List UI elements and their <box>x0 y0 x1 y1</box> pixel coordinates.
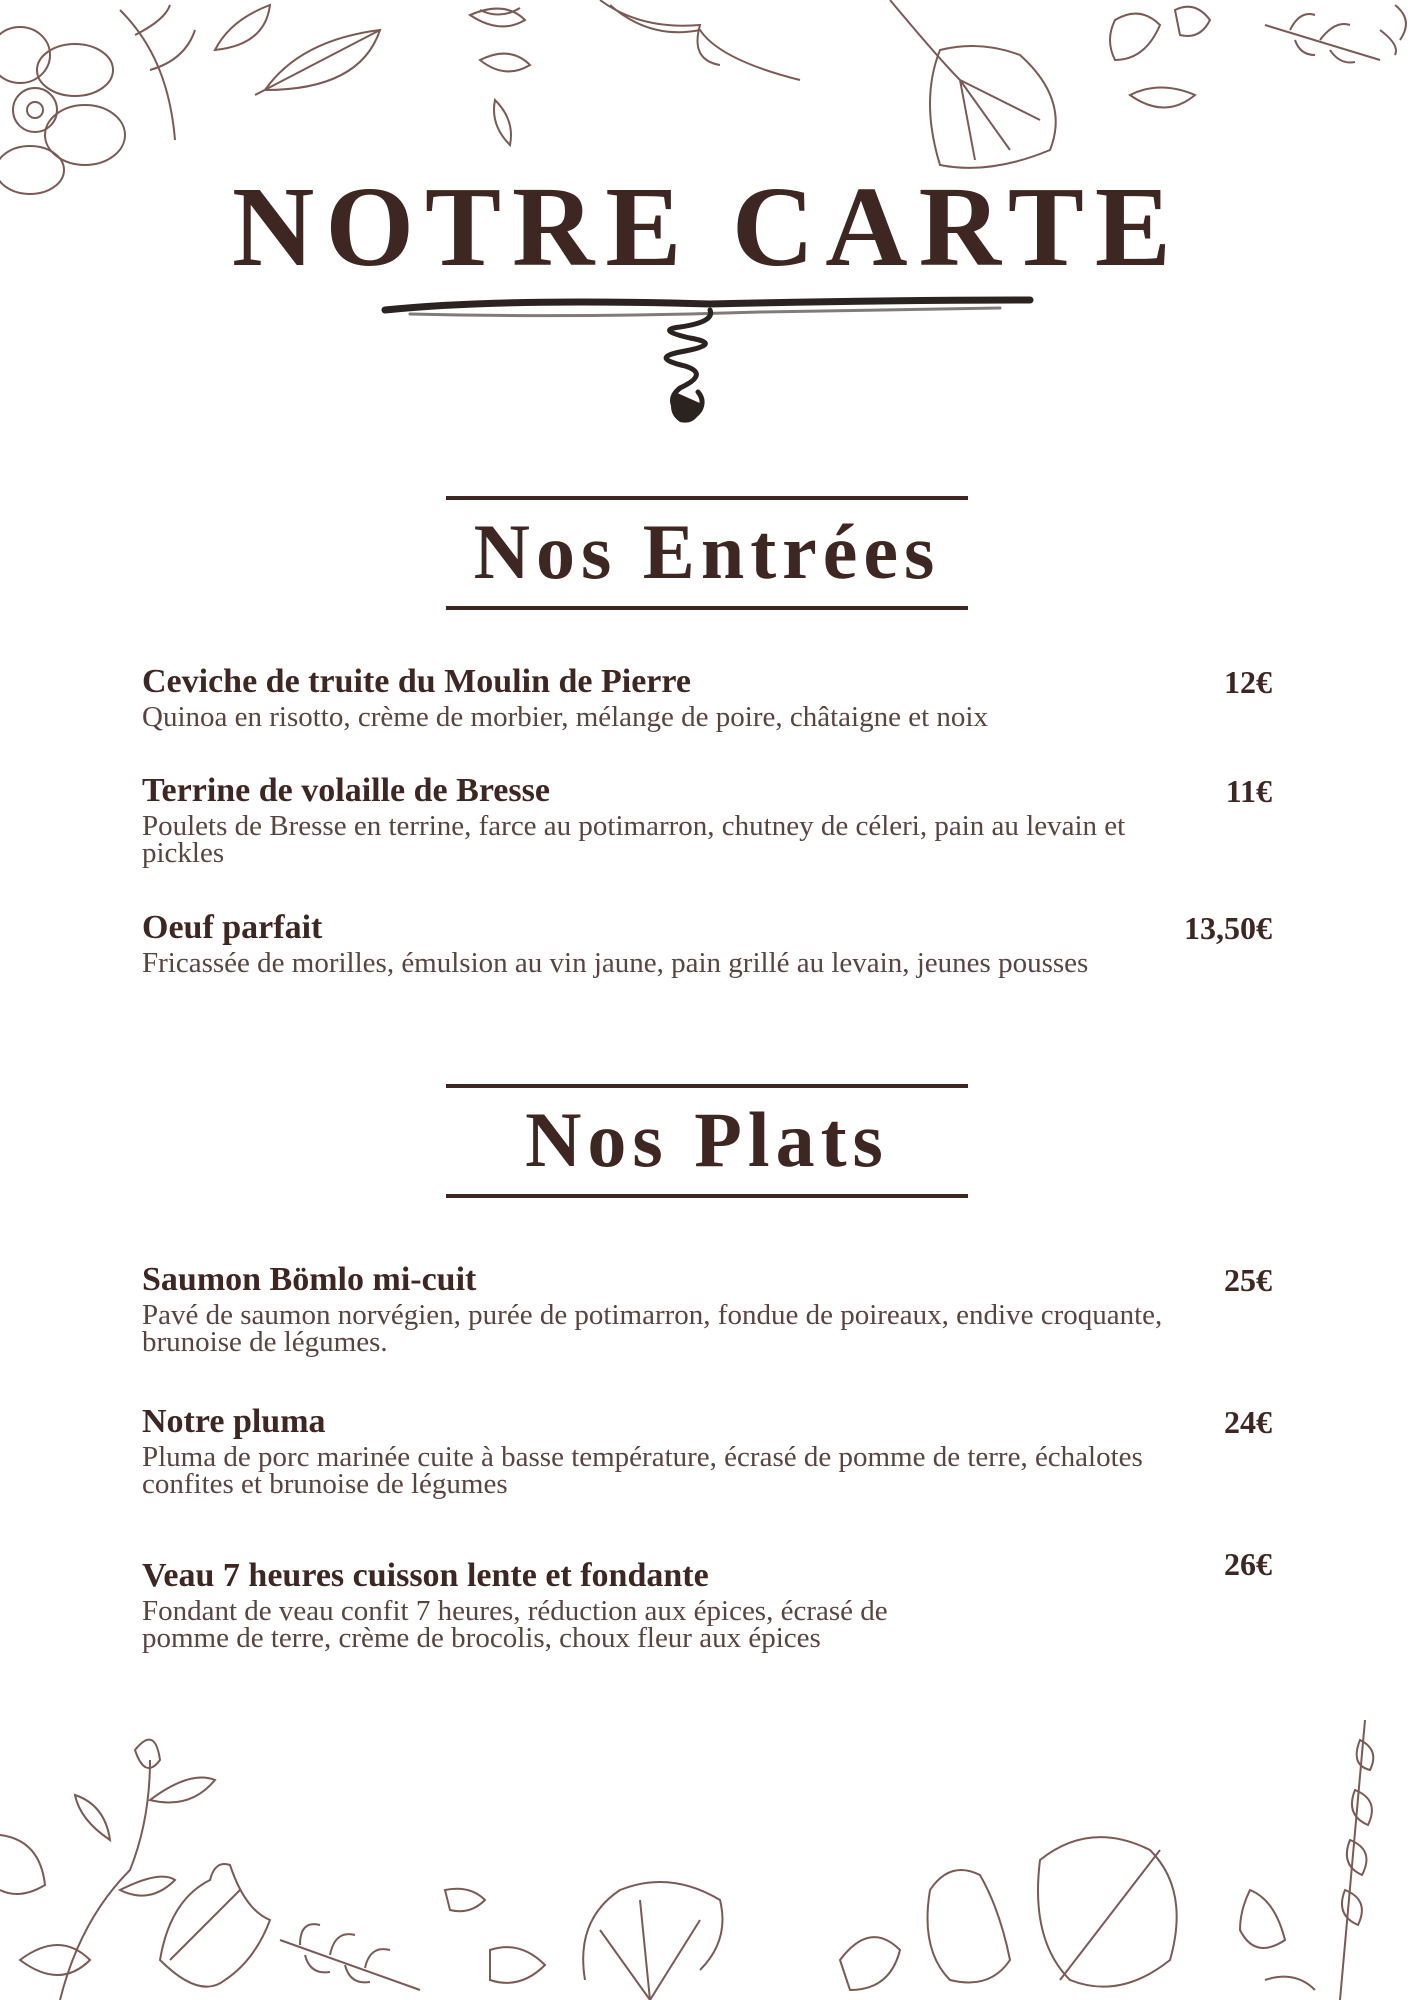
maple-leaf-icon <box>160 1864 270 1987</box>
section-header-entrees <box>446 496 968 610</box>
menu-item <box>142 662 1272 731</box>
small-branch-icon <box>280 1889 545 1990</box>
dish-name: Ceviche de truite du Moulin de Pierre <box>142 663 691 700</box>
leaf-sprig-icon <box>0 1740 215 2000</box>
brush-stroke-decoration <box>380 292 1040 432</box>
flower-icon <box>0 27 125 194</box>
ginkgo-leaf-icon <box>600 0 1056 168</box>
menu-title: NOTRE CARTE <box>232 163 1182 290</box>
menu-item <box>142 771 1272 867</box>
small-leaves-icon <box>470 8 530 145</box>
botanical-bottom-decoration <box>0 1700 1414 2000</box>
dish-name: Oeuf parfait <box>142 909 323 946</box>
section-title-plats: Nos Plats <box>525 1096 889 1183</box>
menu-item <box>142 908 1272 977</box>
dish-price: 25€ <box>1224 1262 1272 1298</box>
leaf-branch-icon <box>120 5 380 140</box>
dish-price: 13,50€ <box>1184 910 1272 946</box>
dish-price: 24€ <box>1224 1404 1272 1440</box>
dish-description: Poulets de Bresse en terrine, farce au potimarron, chutney de céleri, pain au levain et pickles <box>142 810 1126 869</box>
oak-leaf-icon <box>840 1837 1177 1990</box>
dish-price: 12€ <box>1224 664 1272 700</box>
dish-price: 26€ <box>1224 1546 1272 1582</box>
dish-description: Fondant de veau confit 7 heures, réduction aux épices, écrasé de pomme de terre, crème de brocolis, choux fleur aux épices <box>142 1595 888 1654</box>
dish-description: Pluma de porc marinée cuite à basse température, écrasé de pomme de terre, échalotes confites et brunoise de légumes <box>142 1441 1143 1500</box>
dish-name: Terrine de volaille de Bresse <box>142 772 550 809</box>
lavender-sprig-icon <box>1240 1720 1373 2000</box>
menu-item <box>142 1546 1272 1654</box>
dish-description: Quinoa en risotto, crème de morbier, mélange de poire, châtaigne et noix <box>142 701 988 733</box>
leaf-cluster-icon <box>1110 5 1406 108</box>
menu-item <box>142 1402 1272 1498</box>
section-title-entrees: Nos Entrées <box>473 508 941 595</box>
dish-description: Pavé de saumon norvégien, purée de potimarron, fondue de poireaux, endive croquante, brunoise de légumes. <box>142 1299 1163 1358</box>
dish-name: Notre pluma <box>142 1403 326 1440</box>
menu-item <box>142 1260 1272 1356</box>
dish-name: Saumon Bömlo mi-cuit <box>142 1261 477 1298</box>
ginkgo-leaf-icon <box>583 1882 722 2000</box>
dish-price: 11€ <box>1225 773 1272 809</box>
dish-name: Veau 7 heures cuisson lente et fondante <box>142 1557 709 1594</box>
section-header-plats <box>446 1084 968 1198</box>
dish-description: Fricassée de morilles, émulsion au vin jaune, pain grillé au levain, jeunes pousses <box>142 947 1089 979</box>
